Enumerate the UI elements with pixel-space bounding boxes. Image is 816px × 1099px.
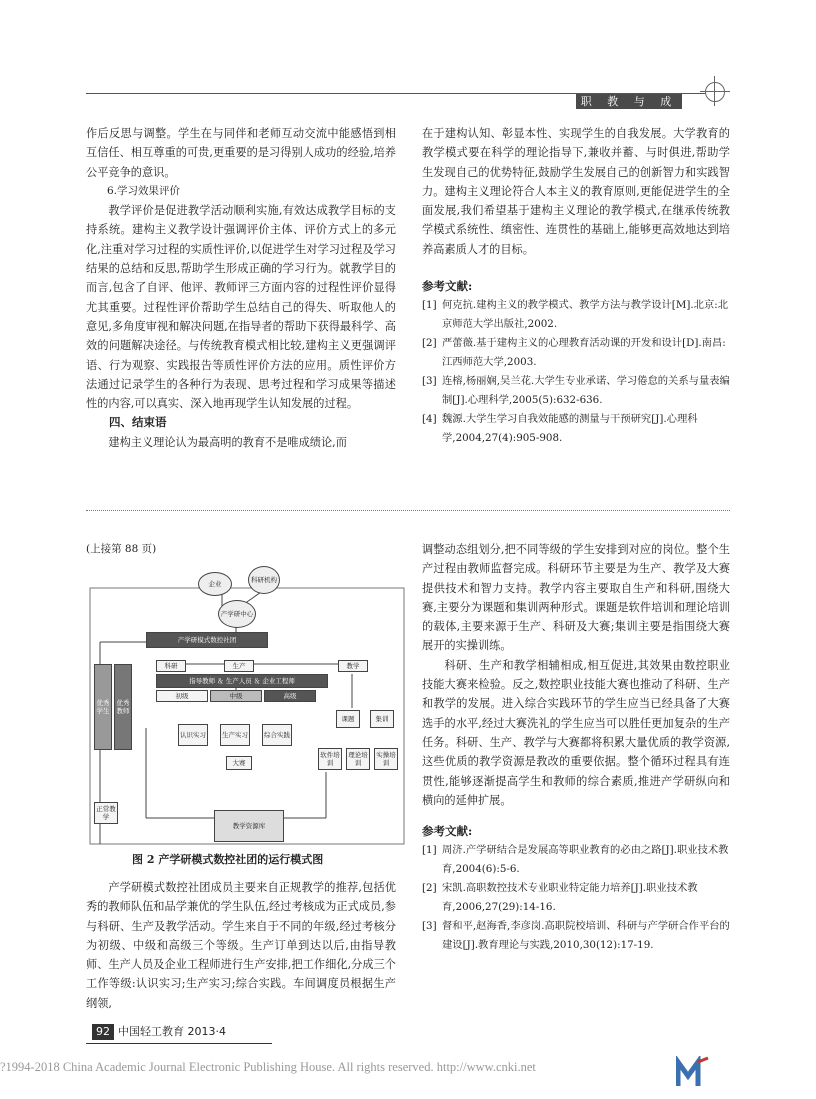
article-divider — [86, 510, 730, 511]
section-header: 职 教 与 成 教 — [576, 94, 682, 109]
paragraph: 在于建构认知、彰显本性、实现学生的自我发展。大学教育的教学模式要在科学的理论指导下,兼收并蓄、与时俱进,帮助学生发现自己的优势特征,鼓励学生发展自己的创新智力和实践智力。建构主义理论符合人本主义的教育原则,更能促进学生的全面发展,我们希望基于建构主义理论的教学模式,在继承传统教学模式系统性、缜密性、连贯性的基础上,能够更高效地达到培养高素质人才的目标。 — [422, 127, 730, 256]
top-left-column — [86, 124, 396, 452]
section-heading: 四、结束语 — [109, 415, 167, 430]
paragraph: 作后反思与调整。学生在与同伴和老师互动交流中能感悟到相互信任、相互尊重的可贵,更重要的是习得别人成功的经验,培养公平竞争的意识。 — [86, 127, 396, 179]
node-ruanjian: 软件培训 — [318, 748, 342, 770]
node-excellent-students: 优秀学生 — [94, 664, 112, 750]
node-regular: 正常教学 — [94, 802, 118, 824]
cnki-logo-icon — [676, 1056, 712, 1090]
paragraph: 科研、生产和教学相辅相成,相互促进,其效果由数控职业技能大赛来检验。反之,数控职业技能大赛也推动了科研、生产和教学的发展。进入综合实践环节的学生应当已经具备了大赛选手的水平,经过大赛洗礼的学生应当可以胜任更加复杂的生产任务。科研、生产、教学与大赛都将积累大量优质的教学资源,这些优质的教学资源是教改的重要依据。整个循环过程具有连贯性,能够逐渐提高学生和教师的综合素质,推进产学研纵向和横向的延伸扩展。 — [422, 658, 730, 807]
paragraph: 产学研模式数控社团成员主要来自正规教学的推荐,包括优秀的教师队伍和品学兼优的学生队伍,经过考核成为正式成员,参与科研、生产及教学活动。学生来自于不同的年级,经过考核分为初级、中级和高级三个等级。生产订单到达以后,由指导教师、生产人员及企业工程师进行生产安排,把工作细化,分成三个工作等级:认识实习;生产实习;综合实践。车间调度员根据生产纲领, — [86, 881, 396, 1010]
page-number: 92 — [92, 1024, 114, 1040]
node-club: 产学研模式数控社团 — [146, 632, 268, 648]
node-chuji: 初级 — [156, 690, 208, 702]
footer-rule — [86, 1043, 272, 1044]
node-enterprise: 企业 — [198, 572, 232, 596]
node-scsx: 生产实习 — [220, 724, 250, 746]
node-excellent-teachers: 优秀教师 — [114, 664, 132, 750]
node-zhsj: 综合实践 — [262, 724, 292, 746]
node-ketai: 课题 — [336, 710, 360, 728]
node-zhongji: 中级 — [210, 690, 262, 702]
continued-note: (上接第 88 页) — [86, 543, 157, 555]
reference-item: [1] 何克抗.建构主义的教学模式、教学方法与教学设计[M].北京:北京师范大学出版社,2002. — [422, 299, 729, 331]
top-right-column — [422, 124, 730, 448]
node-lilun: 理论培训 — [346, 748, 370, 770]
node-center: 产学研中心 — [218, 600, 256, 628]
node-renshi: 认识实习 — [178, 724, 208, 746]
reference-item: [2] 宋凯.高职数控技术专业职业特定能力培养[J].职业技术教育,2006,27(29):14-16. — [422, 882, 698, 914]
node-dasai: 大赛 — [226, 756, 252, 770]
node-keyan: 科研 — [156, 660, 186, 672]
node-research: 科研机构 — [248, 566, 280, 594]
references-title: 参考文献: — [422, 279, 473, 294]
node-resource: 教学资源库 — [214, 810, 284, 842]
journal-name: 中国轻工教育 2013·4 — [118, 1025, 226, 1038]
bottom-left-column — [86, 878, 396, 1013]
flow-diagram — [86, 560, 408, 848]
reference-item: [3] 连榕,杨丽娴,吴兰花.大学生专业承诺、学习倦怠的关系与量表编制[J].心理科学,2005(5):632-636. — [422, 375, 730, 407]
circle-icon — [705, 82, 725, 102]
reference-item: [3] 督和平,赵海香,李彦岗.高职院校培训、科研与产学研合作平台的建设[J].教育理论与实践,2010,30(12):17-19. — [422, 920, 730, 952]
references-title: 参考文献: — [422, 824, 473, 839]
paragraph: 调整动态组划分,把不同等级的学生安排到对应的岗位。整个生产过程由教师监督完成。科研环节主要是为生产、教学及大赛提供技术和智力支持。教学内容主要取自生产和科研,围绕大赛,主要分为课题和集训两种形式。课题是软件培训和理论培训的载体,主要来源于生产、科研及大赛;集训主要是指围绕大赛展开的实操训练。 — [422, 543, 730, 653]
paragraph: 教学评价是促进教学活动顺利实施,有效达成教学目标的支持系统。建构主义教学设计强调评价主体、评价方式上的多元化,注重对学习过程的实质性评价,以促进学生对学习过程及学习结果的总结和反思,帮助学生形成正确的学习行为。就教学目的而言,包含了自评、他评、教师评三方面内容的过程性评价显得尤其重要。过程性评价帮助学生总结自己的得失、听取他人的意见,多角度审视和解决问题,在指导者的帮助下获得最科学、高效的问题解决途径。与传统教育模式相比较,建构主义更强调评语、行为观察、实践报告等质性评价方法的应用。质性评价方法通过记录学生的各种行为表现、思考过程和学习成果等描述性的内容,可以真实、深入地再现学生认知发展的过程。 — [86, 204, 396, 411]
reference-item: [2] 严蕾薇.基于建构主义的心理教育活动课的开发和设计[D].南昌:江西师范大学,2003. — [422, 337, 726, 369]
subheading: 6.学习效果评价 — [107, 184, 181, 197]
reference-item: [4] 魏源.大学生学习自我效能感的测量与干预研究[J].心理科学,2004,27(4):905-908. — [422, 413, 698, 445]
node-chain: 指导教师 ＆ 生产人员 ＆ 企业工程师 — [156, 674, 328, 688]
paragraph: 建构主义理论认为最高明的教育不是唯成绩论,而 — [108, 435, 347, 449]
node-gaoji: 高级 — [264, 690, 316, 702]
references-list — [422, 296, 730, 448]
references-list — [422, 841, 730, 955]
node-shicao: 实操培训 — [374, 748, 398, 770]
figure-caption: 图 2 产学研模式数控社团的运行模式图 — [132, 853, 324, 866]
bottom-right-column — [422, 540, 730, 955]
node-shengchan: 生产 — [224, 660, 254, 672]
node-jiaoxue: 教学 — [338, 660, 368, 672]
reference-item: [1] 周济.产学研结合是发展高等职业教育的必由之路[J].职业技术教育,2004(6):5-6. — [422, 844, 729, 876]
node-jixun: 集训 — [370, 710, 394, 728]
copyright-notice: ?1994-2018 China Academic Journal Electronic Publishing House. All rights reserved. http://www.cnki.net — [0, 1060, 536, 1074]
